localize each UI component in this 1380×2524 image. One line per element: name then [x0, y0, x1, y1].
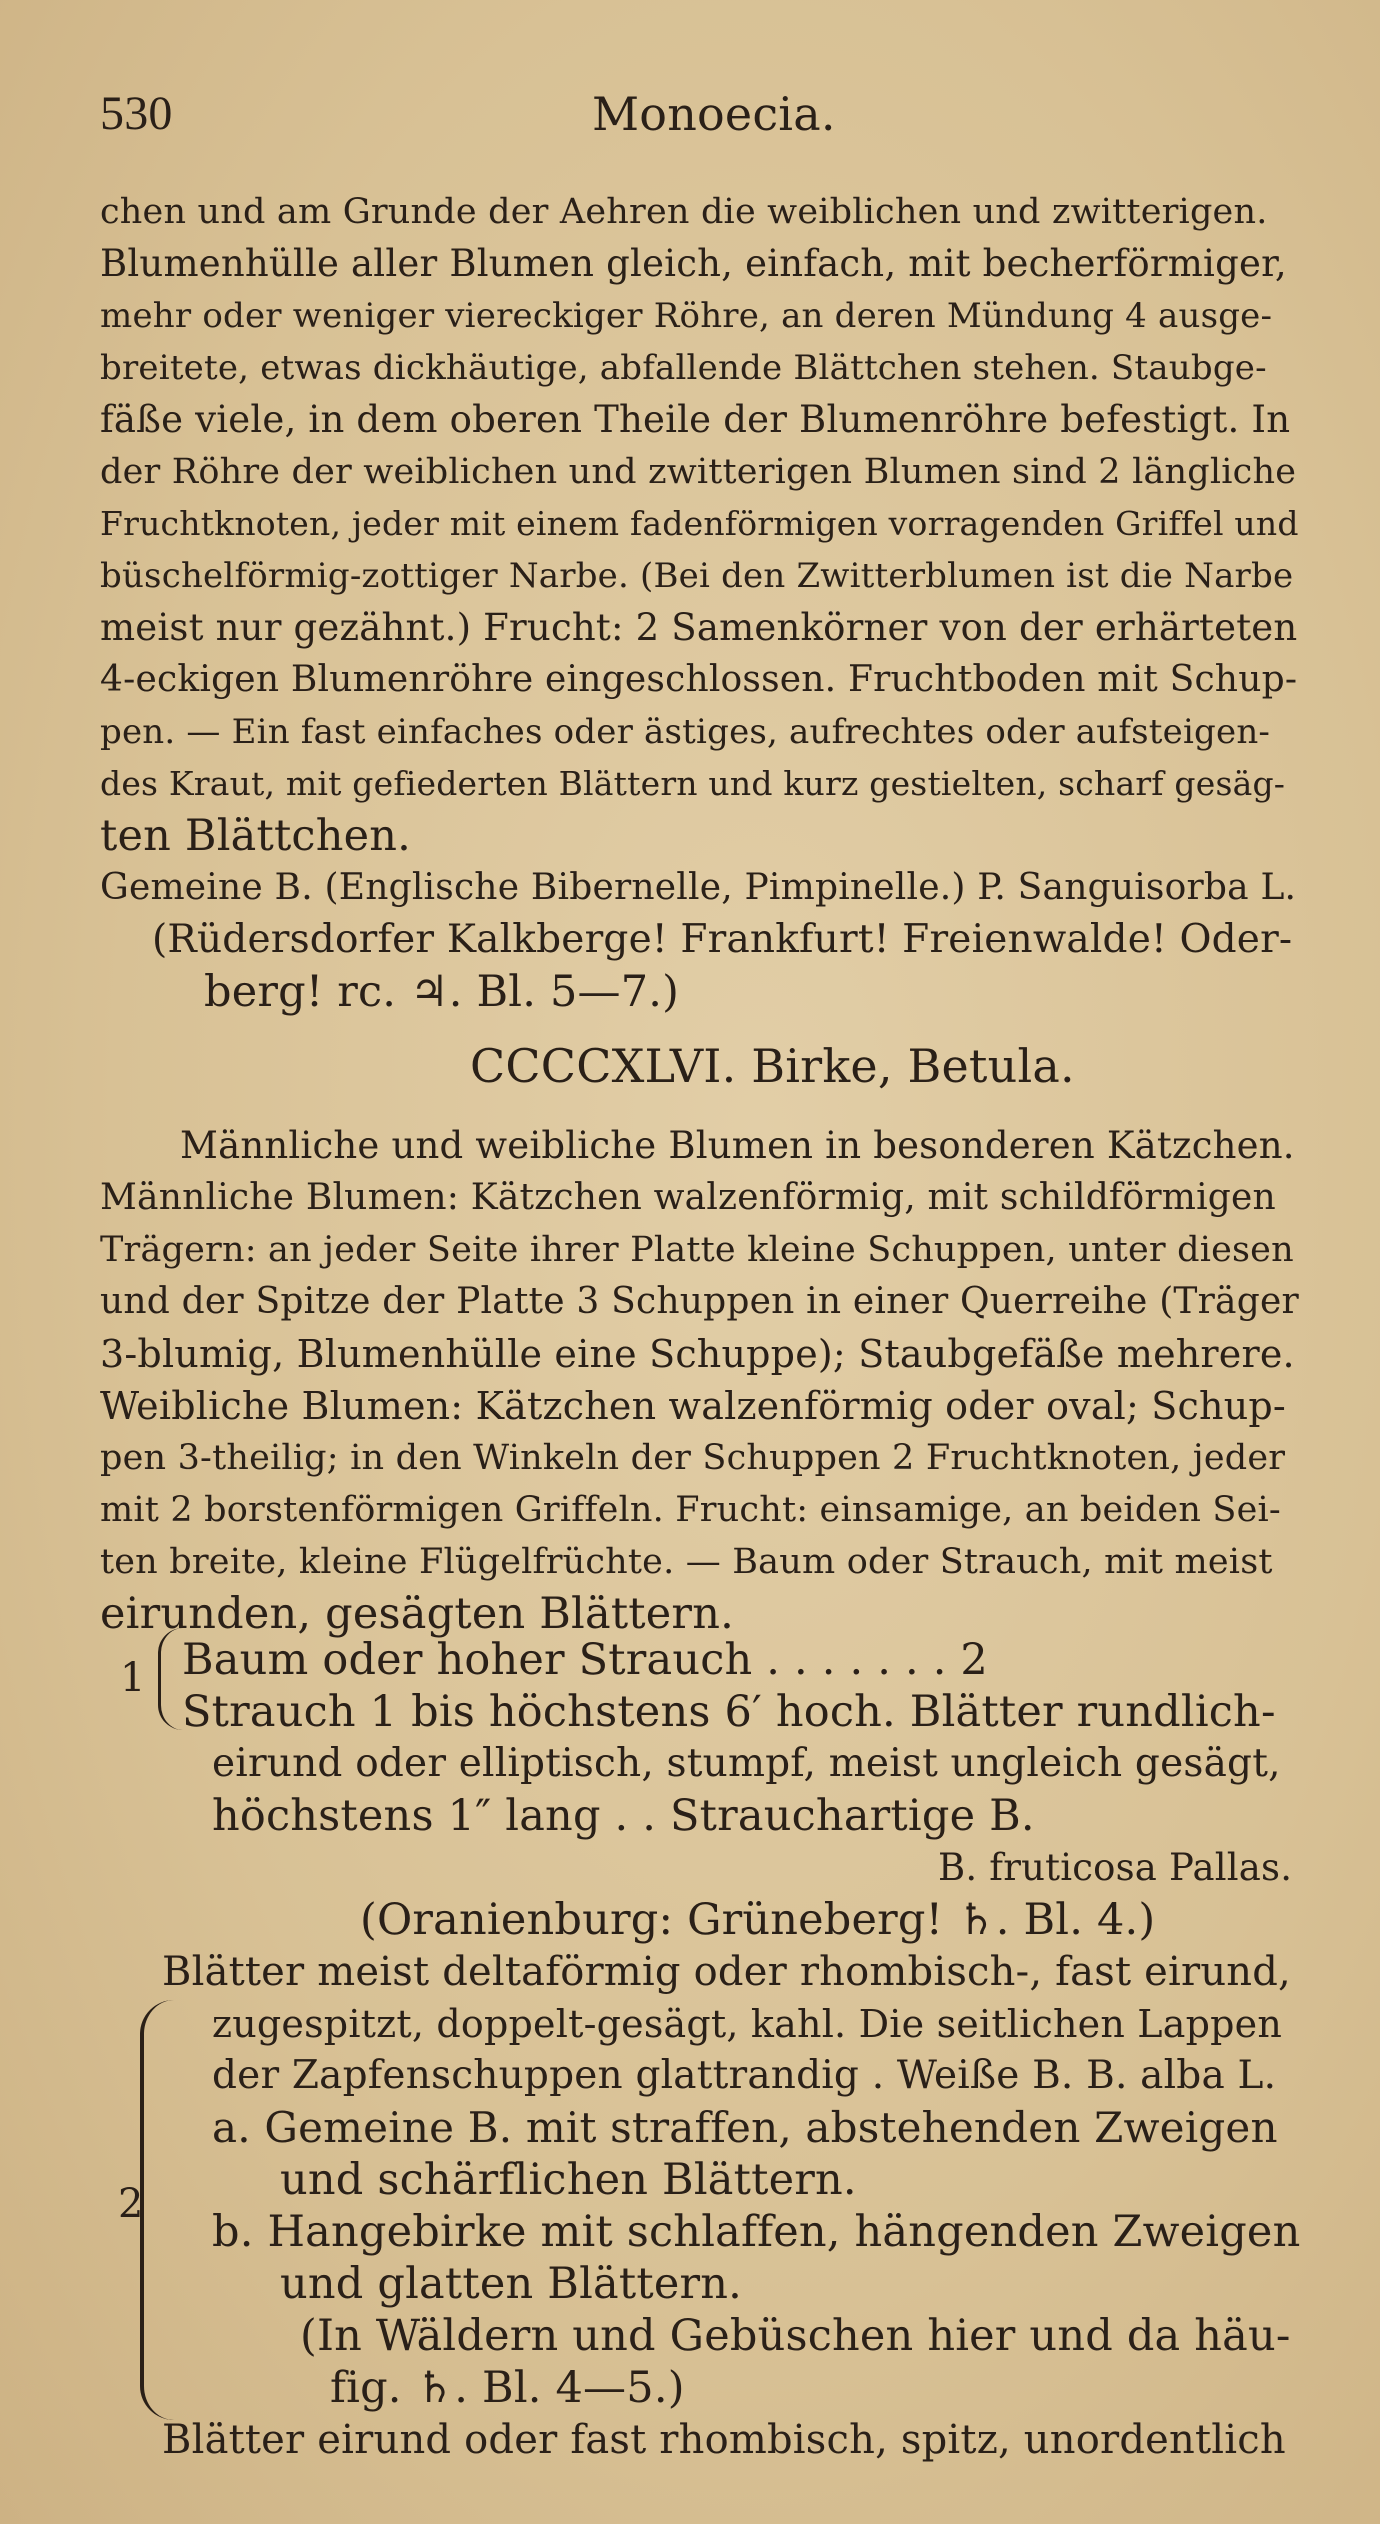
- text-line: mehr oder weniger viereckiger Röhre, an deren Mündung 4 ausge-: [100, 296, 1273, 336]
- running-title: Monoecia.: [592, 87, 836, 141]
- text-line: pen 3-theilig; in den Winkeln der Schuppen 2 Fruchtknoten, jeder: [100, 1438, 1286, 1478]
- key-brace-1: [158, 1628, 183, 1730]
- key-line: höchstens 1″ lang . . Strauchartige B.: [212, 1791, 1035, 1841]
- text-line: ten breite, kleine Flügelfrüchte. — Baum oder Strauch, mit meist: [100, 1542, 1273, 1582]
- variety-line: a. Gemeine B. mit straffen, abstehenden Zweigen: [212, 2103, 1278, 2152]
- text-line: Weibliche Blumen: Kätzchen walzenförmig oder oval; Schup-: [100, 1384, 1286, 1428]
- variety-line: und glatten Blättern.: [280, 2259, 742, 2309]
- page-number: 530: [100, 87, 173, 140]
- text-line: Männliche Blumen: Kätzchen walzenförmig, mit schildförmigen: [100, 1177, 1276, 1218]
- text-line: des Kraut, mit gefiederten Blättern und kurz gestielten, scharf gesäg-: [100, 764, 1286, 803]
- locality-line: berg! rc. ♃. Bl. 5—7.): [204, 967, 680, 1017]
- text-line: Blumenhülle aller Blumen gleich, einfach, mit becherförmiger,: [100, 242, 1287, 285]
- text-line: 3-blumig, Blumenhülle eine Schuppe); Staubgefäße mehrere.: [100, 1332, 1295, 1376]
- variety-line: und schärflichen Blättern.: [280, 2155, 857, 2205]
- text-line: eirunden, gesägten Blättern.: [100, 1589, 734, 1639]
- text-line: mit 2 borstenförmigen Griffeln. Frucht: einsamige, an beiden Sei-: [100, 1490, 1281, 1530]
- key-line: Baum oder hoher Strauch . . . . . . . 2: [182, 1635, 988, 1685]
- key-number-1: 1: [120, 1655, 146, 1701]
- key-brace-2: [140, 2000, 174, 2420]
- locality-line: (In Wäldern und Gebüschen hier und da häu-: [300, 2311, 1291, 2361]
- text-line: breitete, etwas dickhäutige, abfallende Blättchen stehen. Staubge-: [100, 348, 1267, 388]
- text-line: pen. — Ein fast einfaches oder ästiges, aufrechtes oder aufsteigen-: [100, 712, 1271, 752]
- text-line: büschelförmig-zottiger Narbe. (Bei den Zwitterblumen ist die Narbe: [100, 556, 1294, 596]
- text-line: Trägern: an jeder Seite ihrer Platte kleine Schuppen, unter diesen: [100, 1230, 1294, 1270]
- text-line: 4-eckigen Blumenröhre eingeschlossen. Fruchtboden mit Schup-: [100, 659, 1298, 700]
- key-line: Blätter meist deltaförmig oder rhombisch-, fast eirund,: [162, 1949, 1291, 1995]
- text-line: meist nur gezähnt.) Frucht: 2 Samenkörner von der erhärteten: [100, 606, 1298, 649]
- locality-line: (Rüdersdorfer Kalkberge! Frankfurt! Freienwalde! Oder-: [152, 917, 1293, 962]
- key-line: Strauch 1 bis höchstens 6′ hoch. Blätter rundlich-: [182, 1687, 1276, 1737]
- text-line: ten Blättchen.: [100, 811, 412, 861]
- genus-heading: CCCCXLVI. Birke, Betula.: [470, 1039, 1075, 1093]
- text-line: chen und am Grunde der Aehren die weiblichen und zwitterigen.: [100, 192, 1268, 232]
- locality-line: (Oranienburg: Grüneberg! ♄. Bl. 4.): [360, 1895, 1156, 1945]
- text-line: Fruchtknoten, jeder mit einem fadenförmigen vorragenden Griffel und: [100, 504, 1299, 543]
- text-line: fäße viele, in dem oberen Theile der Blumenröhre befestigt. In: [100, 398, 1291, 441]
- key-line: Blätter eirund oder fast rhombisch, spitz, unordentlich: [162, 2417, 1286, 2463]
- locality-line: fig. ♄. Bl. 4—5.): [330, 2363, 685, 2413]
- key-number-2: 2: [118, 2181, 144, 2227]
- key-line: eirund oder elliptisch, stumpf, meist ungleich gesägt,: [212, 1741, 1281, 1786]
- key-line: zugespitzt, doppelt-gesägt, kahl. Die seitlichen Lappen: [212, 2002, 1283, 2046]
- species-line: Gemeine B. (Englische Bibernelle, Pimpinelle.) P. Sanguisorba L.: [100, 867, 1297, 908]
- text-line: Männliche und weibliche Blumen in besonderen Kätzchen.: [180, 1124, 1295, 1167]
- species-name: B. fruticosa Pallas.: [938, 1846, 1293, 1889]
- variety-line: b. Hangebirke mit schlaffen, hängenden Zweigen: [212, 2207, 1301, 2257]
- key-line: der Zapfenschuppen glattrandig . Weiße B. B. alba L.: [212, 2053, 1277, 2098]
- text-line: der Röhre der weiblichen und zwitterigen Blumen sind 2 längliche: [100, 452, 1297, 492]
- text-line: und der Spitze der Platte 3 Schuppen in einer Querreihe (Träger: [100, 1281, 1299, 1322]
